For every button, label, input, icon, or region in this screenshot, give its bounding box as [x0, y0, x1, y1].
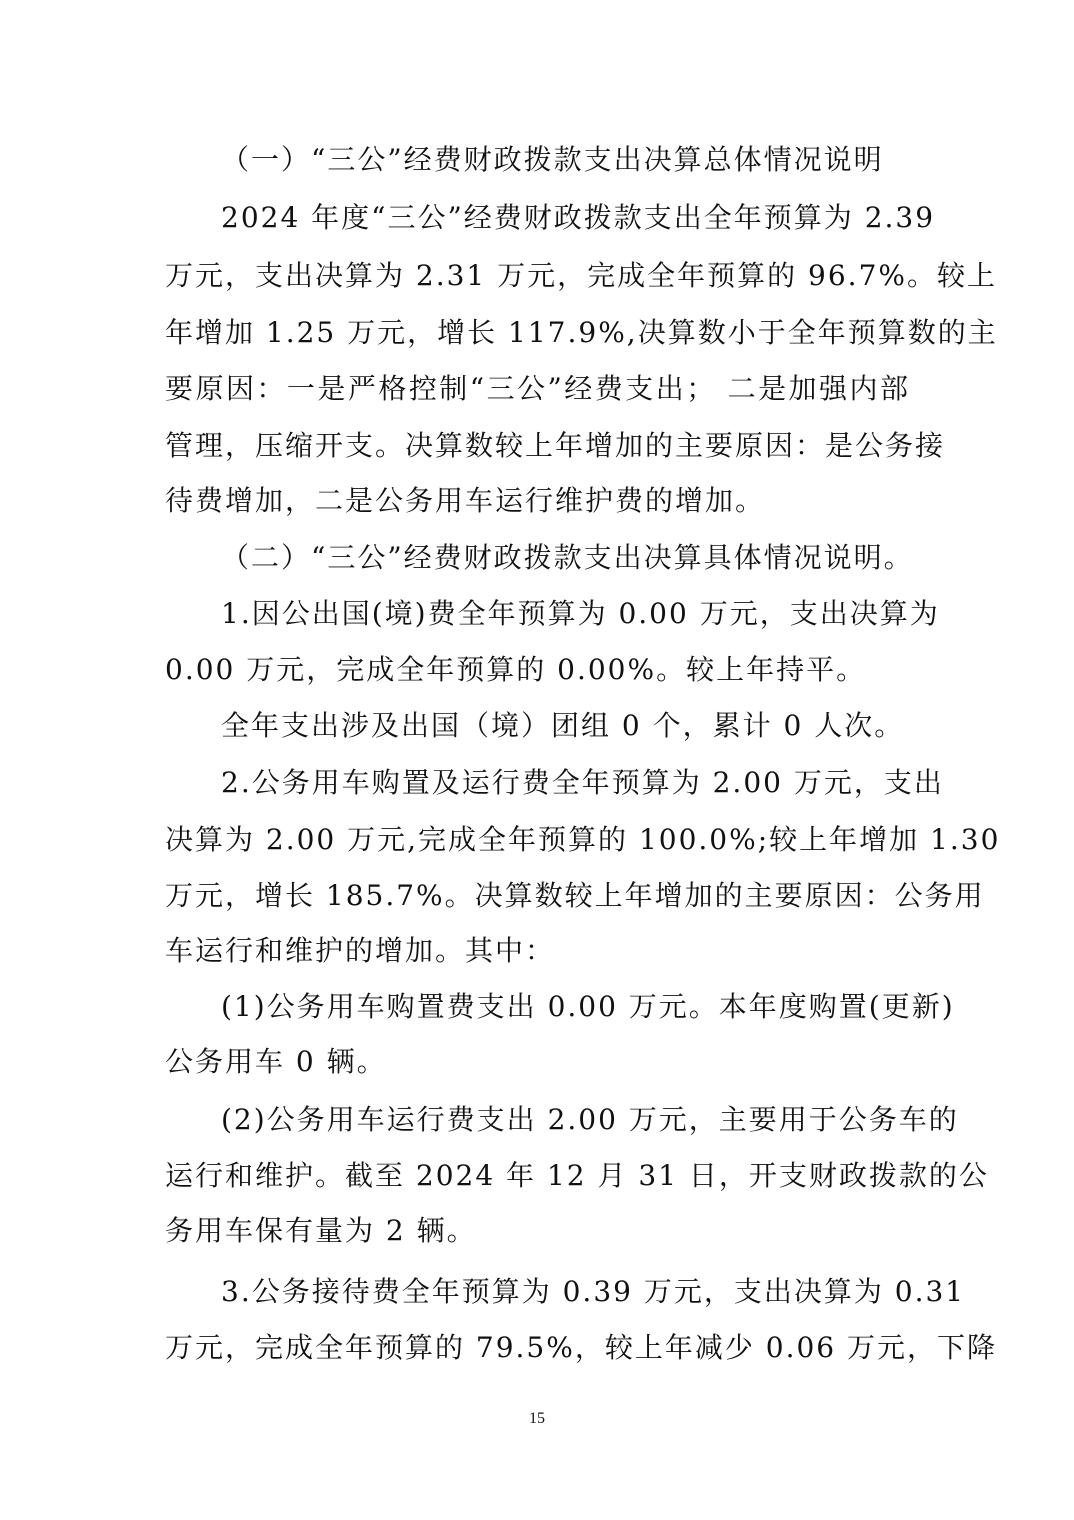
item-3-line: 万元，完成全年预算的 79.5%，较上年减少 0.06 万元，下降 — [165, 1331, 997, 1364]
item-2-line: 决算为 2.00 万元,完成全年预算的 100.0%;较上年增加 1.30 — [165, 823, 1001, 856]
sub-item-2-line: 运行和维护。截至 2024 年 12 月 31 日，开支财政拨款的公 — [165, 1159, 989, 1192]
sub-item-2-line: 务用车保有量为 2 辆。 — [165, 1214, 477, 1247]
item-2-line: 2.公务用车购置及运行费全年预算为 2.00 万元，支出 — [221, 766, 944, 799]
paragraph-line: 2024 年度“三公”经费财政拨款支出全年预算为 2.39 — [221, 201, 936, 234]
paragraph-line: 待费增加，二是公务用车运行维护费的增加。 — [165, 484, 766, 517]
item-1-note: 全年支出涉及出国（境）团组 0 个，累计 0 人次。 — [221, 709, 905, 742]
item-1-line: 0.00 万元，完成全年预算的 0.00%。较上年持平。 — [165, 653, 867, 686]
paragraph-line: 万元，支出决算为 2.31 万元，完成全年预算的 96.7%。较上 — [165, 259, 997, 292]
item-3-line: 3.公务接待费全年预算为 0.39 万元，支出决算为 0.31 — [221, 1275, 966, 1308]
sub-item-1-line: 公务用车 0 辆。 — [165, 1045, 387, 1078]
paragraph-line: 年增加 1.25 万元，增长 117.9%,决算数小于全年预算数的主 — [165, 316, 998, 349]
section-heading-2: （二）“三公”经费财政拨款支出决算具体情况说明。 — [221, 541, 914, 574]
item-1-line: 1.因公出国(境)费全年预算为 0.00 万元，支出决算为 — [221, 597, 940, 630]
section-heading-1: （一）“三公”经费财政拨款支出决算总体情况说明 — [221, 143, 884, 176]
item-2-line: 车运行和维护的增加。其中： — [165, 934, 556, 967]
paragraph-line: 要原因：一是严格控制“三公”经费支出； 二是加强内部 — [165, 372, 910, 405]
paragraph-line: 管理，压缩开支。决算数较上年增加的主要原因：是公务接 — [165, 429, 946, 462]
sub-item-2-line: (2)公务用车运行费支出 2.00 万元，主要用于公务车的 — [221, 1103, 959, 1136]
item-2-line: 万元，增长 185.7%。决算数较上年增加的主要原因：公务用 — [165, 879, 985, 912]
sub-item-1-line: (1)公务用车购置费支出 0.00 万元。本年度购置(更新) — [221, 990, 955, 1023]
page-number: 15 — [529, 1410, 545, 1427]
